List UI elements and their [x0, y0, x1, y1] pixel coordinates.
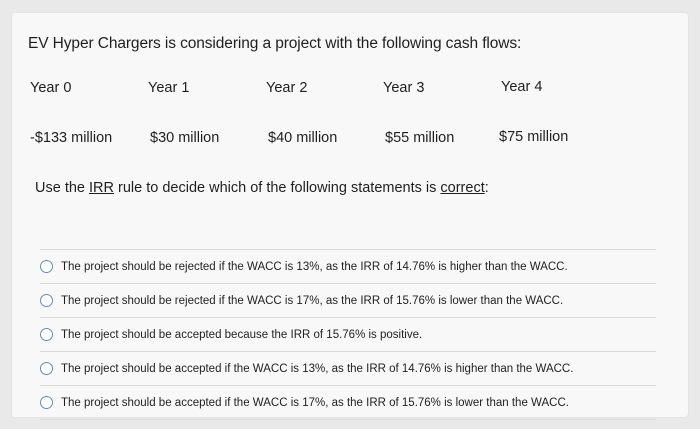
cash-flow-year-0: -$133 million	[30, 130, 113, 146]
instruction-prefix: Use the	[35, 180, 89, 196]
correct-term: correct	[440, 180, 485, 196]
instruction-suffix: :	[484, 180, 489, 196]
answer-option-5[interactable]	[40, 385, 656, 420]
radio-button-icon[interactable]	[40, 362, 53, 375]
radio-button-icon[interactable]	[40, 294, 53, 307]
answer-option-text: The project should be rejected if the WACC is 17%, as the IRR of 15.76% is lower than the WACC.	[61, 294, 564, 307]
cash-flow-year-3: $55 million	[385, 130, 455, 146]
answer-option-text: The project should be accepted if the WACC is 17%, as the IRR of 15.76% is lower than the WACC.	[61, 396, 569, 409]
year-0-label: Year 0	[30, 80, 72, 96]
year-2-label: Year 2	[266, 80, 308, 96]
answer-option-1[interactable]	[40, 249, 656, 283]
cash-flow-year-2: $40 million	[268, 130, 338, 146]
question-instruction	[35, 180, 489, 196]
year-4-label: Year 4	[501, 79, 543, 95]
answer-option-text: The project should be rejected if the WACC is 13%, as the IRR of 14.76% is higher than the WACC.	[61, 260, 568, 273]
year-1-label: Year 1	[148, 80, 190, 96]
cash-flow-year-4: $75 million	[499, 129, 569, 145]
irr-term: IRR	[89, 180, 114, 196]
radio-button-icon[interactable]	[40, 396, 53, 409]
question-title: EV Hyper Chargers is considering a project with the following cash flows:	[28, 35, 522, 52]
answer-option-4[interactable]	[40, 351, 656, 385]
instruction-middle: rule to decide which of the following statements is	[113, 180, 441, 196]
year-3-label: Year 3	[383, 80, 425, 96]
answer-option-text: The project should be accepted if the WACC is 13%, as the IRR of 14.76% is higher than the WACC.	[61, 362, 574, 375]
question-card	[12, 13, 688, 417]
cash-flow-year-1: $30 million	[150, 130, 220, 146]
answer-options	[40, 249, 656, 420]
answer-option-2[interactable]	[40, 283, 656, 317]
answer-option-text: The project should be accepted because the IRR of 15.76% is positive.	[61, 328, 423, 341]
radio-button-icon[interactable]	[40, 260, 53, 273]
radio-button-icon[interactable]	[40, 328, 53, 341]
answer-option-3[interactable]	[40, 317, 656, 351]
